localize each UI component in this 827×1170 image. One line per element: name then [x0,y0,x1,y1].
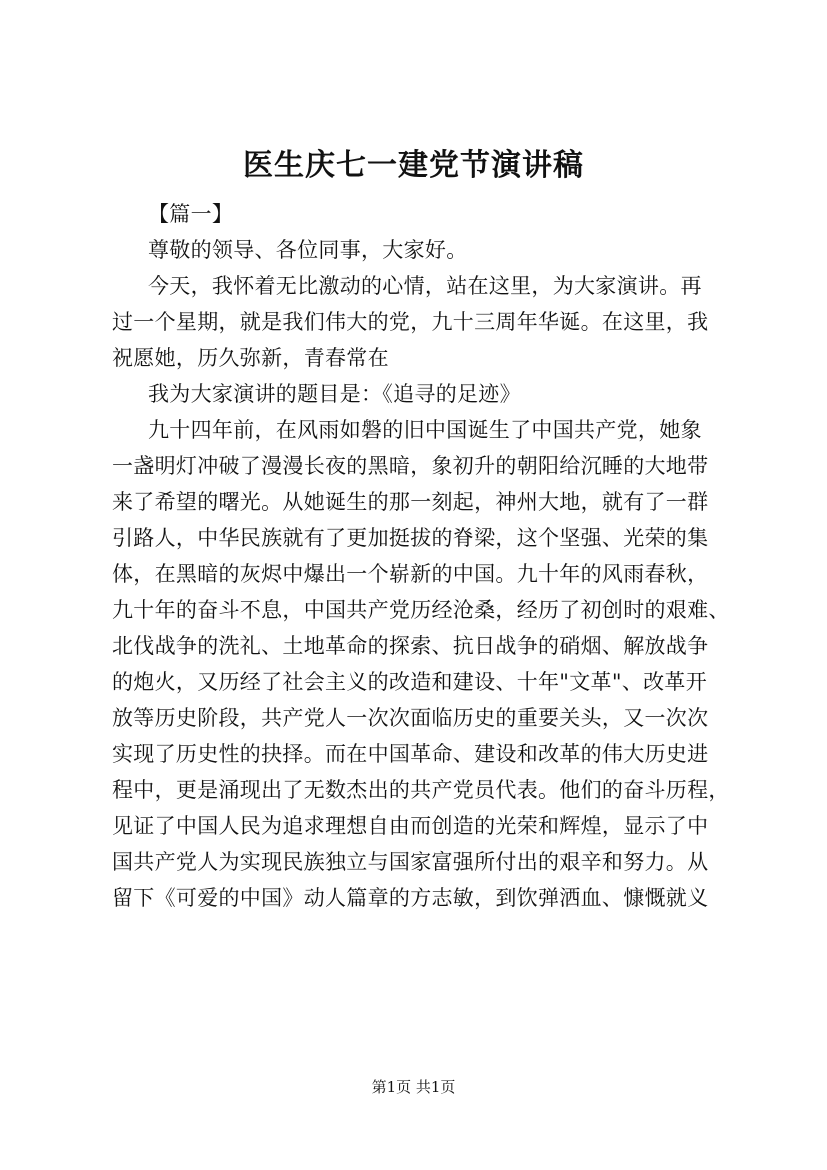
section-label: 【篇一】 [148,202,234,226]
paragraph-line: 留下《可爱的中国》动人篇章的方志敏，到饮弹洒血、慷慨就义 [112,886,709,910]
paragraph-line: 尊敬的领导、各位同事，大家好。 [148,238,468,262]
document-body [112,196,730,916]
page-footer: 第1页 共1页 [371,1078,456,1096]
paragraph-line: 国共产党人为实现民族独立与国家富强所付出的艰辛和努力。从 [112,850,709,874]
paragraph-line: 引路人，中华民族就有了更加挺拔的脊梁，这个坚强、光荣的集 [112,526,709,550]
paragraph-line: 祝愿她，历久弥新，青春常在 [112,346,389,370]
paragraph-line: 今天，我怀着无比激动的心情，站在这里，为大家演讲。再 [148,274,702,298]
paragraph-line: 一盏明灯冲破了漫漫长夜的黑暗，象初升的朝阳给沉睡的大地带 [112,454,709,478]
paragraph-line: 九十年的奋斗不息，中国共产党历经沧桑，经历了初创时的艰难、 [112,598,730,622]
paragraph-line: 放等历史阶段，共产党人一次次面临历史的重要关头，又一次次 [112,706,709,730]
paragraph-line: 体，在黑暗的灰烬中爆出一个崭新的中国。九十年的风雨春秋， [112,562,709,586]
paragraph-line: 北伐战争的洗礼、土地革命的探索、抗日战争的硝烟、解放战争 [112,634,709,658]
paragraph-line: 来了希望的曙光。从她诞生的那一刻起，神州大地，就有了一群 [112,490,709,514]
paragraph-line: 程中，更是涌现出了无数杰出的共产党员代表。他们的奋斗历程， [112,778,730,802]
paragraph-line: 实现了历史性的抉择。而在中国革命、建设和改革的伟大历史进 [112,742,709,766]
paragraph-line: 九十四年前，在风雨如磐的旧中国诞生了中国共产党，她象 [148,418,702,442]
paragraph-line: 我为大家演讲的题目是：《追寻的足迹》 [148,382,521,406]
paragraph-line: 的炮火，又历经了社会主义的改造和建设、十年"文革"、改革开 [112,670,708,694]
document-title: 医生庆七一建党节演讲稿 [243,148,584,183]
paragraph-line: 见证了中国人民为追求理想自由而创造的光荣和辉煌，显示了中 [112,814,709,838]
paragraph-line: 过一个星期，就是我们伟大的党，九十三周年华诞。在这里，我 [112,310,709,334]
